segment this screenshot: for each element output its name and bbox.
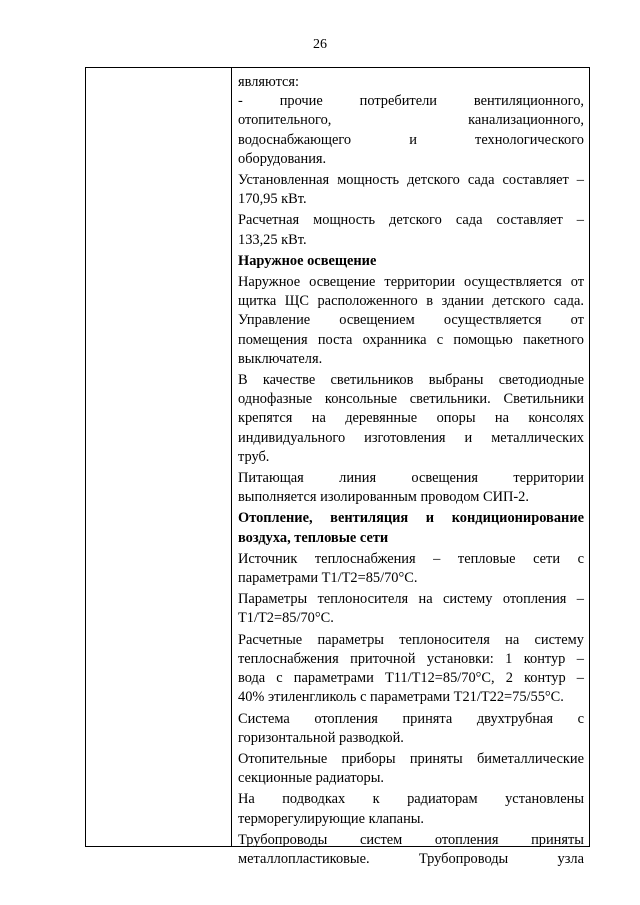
word: индивидуального xyxy=(238,429,346,446)
text-line: терморегулирующие клапаны. xyxy=(238,810,425,827)
text-line: Отопление, вентиляция и кондиционирование xyxy=(238,510,584,527)
word: водоснабжающего xyxy=(238,131,352,148)
text-line: параметрами Т1/Т2=85/70°С. xyxy=(238,570,418,587)
paragraph xyxy=(238,590,584,628)
paragraph xyxy=(238,790,584,828)
paragraph xyxy=(238,171,584,209)
text-line xyxy=(238,429,584,448)
text-line: однофазные консольные светильники. Светильники xyxy=(238,391,584,408)
word: отопления xyxy=(434,831,499,848)
paragraph xyxy=(238,831,584,869)
text-line xyxy=(238,831,584,850)
text-line: вода с параметрами Т11/Т12=85/70°С, 2 контур – xyxy=(238,670,584,687)
word: двухтрубная xyxy=(476,710,553,727)
word: - xyxy=(238,93,243,110)
word: изготовления xyxy=(364,429,446,446)
word: освещения xyxy=(411,470,478,487)
text-line: воздуха, тепловые сети xyxy=(238,529,389,546)
word: с xyxy=(577,710,584,727)
word: принята xyxy=(402,710,453,727)
word: вентиляционного, xyxy=(473,93,584,110)
section-heading xyxy=(238,252,584,271)
word: на xyxy=(494,410,510,427)
text-line: Расчетные параметры теплоносителя на систему xyxy=(238,631,584,648)
word: металлических xyxy=(491,429,584,446)
word: установлены xyxy=(505,791,584,808)
word: подводках xyxy=(282,791,346,808)
text-line xyxy=(238,469,584,488)
text-line xyxy=(238,311,584,330)
table-right-column xyxy=(238,73,584,871)
text-line: 170,95 кВт. xyxy=(238,191,307,208)
text-line: Отопительные приборы приняты биметаллические xyxy=(238,750,584,767)
paragraph xyxy=(238,631,584,708)
word: отопительного, xyxy=(238,112,332,129)
text-line xyxy=(238,92,584,111)
text-line: секционные радиаторы. xyxy=(238,770,384,787)
word: узла xyxy=(557,850,584,867)
word: деревянные xyxy=(345,410,418,427)
text-line: горизонтальной разводкой. xyxy=(238,729,404,746)
text-line: Источник теплоснабжения – тепловые сети с xyxy=(238,550,584,567)
section-heading xyxy=(238,509,584,547)
content-table xyxy=(85,67,590,867)
text-line: выключателя. xyxy=(238,350,323,367)
word: прочие xyxy=(279,93,323,110)
word: Трубопроводы xyxy=(238,831,328,848)
text-line xyxy=(238,409,584,428)
word: к xyxy=(372,791,380,808)
word: металлопластиковые. xyxy=(238,850,370,867)
word: Трубопроводы xyxy=(418,850,509,867)
text-line: являются: xyxy=(238,74,300,90)
text-line: Т1/Т2=85/70°С. xyxy=(238,610,334,627)
text-line: оборудования. xyxy=(238,150,327,167)
word: отопления xyxy=(314,710,378,727)
text-line: Наружное освещение территории осуществляется от xyxy=(238,274,584,291)
paragraph xyxy=(238,73,584,169)
word: линия xyxy=(339,470,377,487)
word: Управление xyxy=(238,312,311,329)
text-line xyxy=(238,710,584,729)
word: канализационного, xyxy=(468,112,584,129)
word: Система xyxy=(238,710,290,727)
text-line: 40% этиленгликоль с параметрами Т21/Т22=75/55°С. xyxy=(238,689,564,706)
text-line xyxy=(238,131,584,150)
table-left-column xyxy=(86,68,232,846)
paragraph xyxy=(238,211,584,249)
text-line xyxy=(238,790,584,809)
text-line: теплоснабжения приточной установки: 1 контур – xyxy=(238,650,584,667)
paragraph xyxy=(238,469,584,507)
text-line: Установленная мощность детского сада составляет – xyxy=(238,172,584,189)
word: приняты xyxy=(531,831,584,848)
text-line: труб. xyxy=(238,448,270,465)
word: на xyxy=(311,410,326,427)
word: от xyxy=(570,312,584,329)
word: и xyxy=(409,131,417,148)
word: технологического xyxy=(475,131,584,148)
word: освещением xyxy=(339,312,415,329)
text-line: 133,25 кВт. xyxy=(238,231,307,248)
text-line xyxy=(238,850,584,869)
text-line: выполняется изолированным проводом СИП-2. xyxy=(238,489,529,506)
word: территории xyxy=(513,470,584,487)
paragraph xyxy=(238,710,584,748)
text-line: Параметры теплоносителя на систему отопления – xyxy=(238,591,584,608)
text-line: Наружное освещение xyxy=(238,252,377,269)
paragraph xyxy=(238,371,584,467)
text-line: щитка ЩС расположенного в здании детского сада. xyxy=(238,293,584,310)
word: осуществляется xyxy=(443,312,542,329)
text-line: помещения поста охранника с помощью пакетного xyxy=(238,331,584,348)
word: опоры xyxy=(436,410,476,427)
word: потребители xyxy=(359,93,437,110)
paragraph xyxy=(238,273,584,369)
paragraph xyxy=(238,750,584,788)
word: систем xyxy=(359,831,403,848)
word: Питающая xyxy=(238,470,304,487)
word: радиаторам xyxy=(407,791,478,808)
word: крепятся xyxy=(238,410,293,427)
word: На xyxy=(238,791,255,808)
word: консолях xyxy=(528,410,584,427)
text-line: Расчетная мощность детского сада составляет – xyxy=(238,212,584,229)
page-number: 26 xyxy=(313,37,327,52)
text-line xyxy=(238,111,584,130)
text-line: В качестве светильников выбраны светодиодные xyxy=(238,372,584,389)
word: и xyxy=(464,429,473,446)
paragraph xyxy=(238,550,584,588)
